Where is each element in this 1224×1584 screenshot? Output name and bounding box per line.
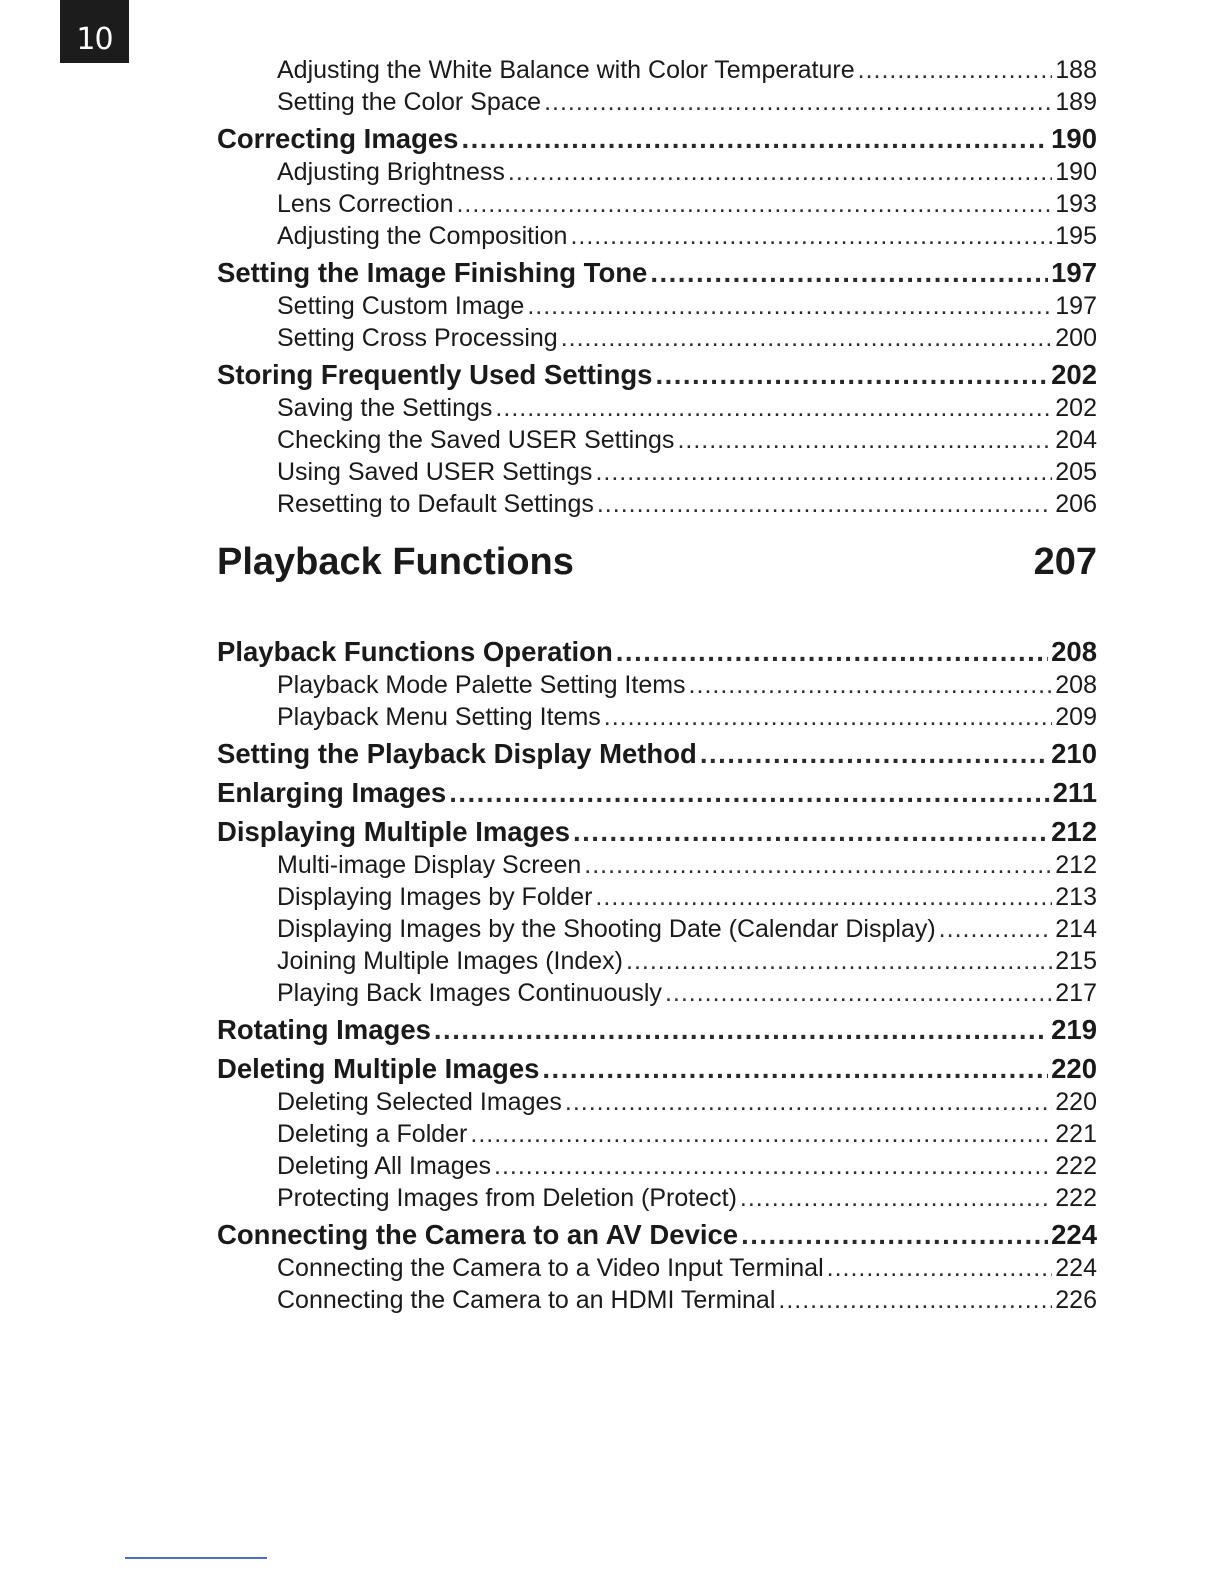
dot-leader [461, 121, 1048, 157]
toc-section-entry[interactable] [217, 736, 1097, 772]
dot-leader [456, 188, 1052, 220]
toc-subsection-entry[interactable] [217, 669, 1097, 701]
toc-subsection-entry[interactable] [217, 290, 1097, 322]
toc-subsection-entry[interactable] [217, 1086, 1097, 1118]
toc-entry-page: 212 [1051, 816, 1097, 847]
toc-entry-page: 205 [1055, 458, 1097, 486]
dot-leader [778, 1284, 1052, 1316]
toc-subsection-entry[interactable] [217, 1118, 1097, 1150]
toc-entry-title: Playback Menu Setting Items [277, 703, 601, 731]
toc-section-entry[interactable] [217, 1012, 1097, 1048]
toc-subsection-entry[interactable] [217, 1182, 1097, 1214]
toc-entry-page: 190 [1051, 123, 1097, 154]
dot-leader [527, 290, 1052, 322]
chapter-heading[interactable] [217, 538, 1097, 586]
dot-leader [544, 86, 1052, 118]
toc-entry-page: 206 [1055, 490, 1097, 518]
toc-entry-title: Resetting to Default Settings [277, 490, 594, 518]
toc-section-entry[interactable] [217, 1217, 1097, 1253]
toc-entry-page: 214 [1055, 915, 1097, 943]
dot-leader [508, 156, 1052, 188]
toc-entry-title: Saving the Settings [277, 394, 493, 422]
toc-subsection-entry[interactable] [217, 1150, 1097, 1182]
toc-entry-title: Adjusting Brightness [277, 158, 505, 186]
toc-entry-title: Multi-image Display Screen [277, 851, 582, 879]
toc-subsection-entry[interactable] [217, 849, 1097, 881]
toc-entry-title: Deleting Multiple Images [217, 1053, 540, 1084]
toc-subsection-entry[interactable] [217, 54, 1097, 86]
dot-leader [700, 736, 1048, 772]
toc-entry-title: Playback Functions Operation [217, 636, 613, 667]
toc-subsection-entry[interactable] [217, 156, 1097, 188]
footer-rule [125, 1557, 267, 1559]
toc-entry-page: 222 [1055, 1184, 1097, 1212]
toc-entry-page: 193 [1055, 190, 1097, 218]
dot-leader [858, 54, 1053, 86]
dot-leader [561, 322, 1053, 354]
dot-leader [677, 424, 1052, 456]
dot-leader [939, 913, 1053, 945]
toc-entry-title: Displaying Multiple Images [217, 816, 570, 847]
toc-entry-page: 224 [1051, 1219, 1097, 1250]
toc-entry-title: Playback Mode Palette Setting Items [277, 671, 686, 699]
toc-entry-page: 190 [1055, 158, 1097, 186]
dot-leader [597, 488, 1052, 520]
dot-leader [565, 1086, 1052, 1118]
toc-entry-page: 208 [1055, 671, 1097, 699]
toc-entry-title: Setting Cross Processing [277, 324, 558, 352]
chapter-page: 207 [1033, 541, 1097, 583]
dot-leader [494, 1150, 1052, 1182]
toc-entry-page: 226 [1055, 1286, 1097, 1314]
toc-entry-page: 212 [1055, 851, 1097, 879]
toc-entry-title: Correcting Images [217, 123, 459, 154]
toc-subsection-entry[interactable] [217, 1284, 1097, 1316]
toc-entry-page: 204 [1055, 426, 1097, 454]
toc-entry-title: Rotating Images [217, 1014, 431, 1045]
toc-entry-page: 210 [1051, 738, 1097, 769]
toc-entry-title: Joining Multiple Images (Index) [277, 947, 623, 975]
toc-entry-title: Using Saved USER Settings [277, 458, 593, 486]
toc-entry-page: 219 [1051, 1014, 1097, 1045]
toc-entry-page: 202 [1055, 394, 1097, 422]
toc-subsection-entry[interactable] [217, 488, 1097, 520]
toc-entry-title: Setting the Image Finishing Tone [217, 257, 648, 288]
toc-entry-page: 189 [1055, 88, 1097, 116]
toc-entry-title: Adjusting the White Balance with Color Temperature [277, 56, 855, 84]
toc-entries-top [217, 54, 1097, 520]
toc-subsection-entry[interactable] [217, 86, 1097, 118]
toc-section-entry[interactable] [217, 634, 1097, 670]
toc-subsection-entry[interactable] [217, 913, 1097, 945]
toc-entry-page: 197 [1055, 292, 1097, 320]
toc-entry-page: 224 [1055, 1254, 1097, 1282]
toc-entry-title: Playing Back Images Continuously [277, 979, 662, 1007]
toc-entry-page: 195 [1055, 222, 1097, 250]
dot-leader [650, 255, 1048, 291]
toc-entry-page: 202 [1051, 359, 1097, 390]
dot-leader [542, 1051, 1048, 1087]
toc-subsection-entry[interactable] [217, 424, 1097, 456]
dot-leader [689, 669, 1053, 701]
toc-subsection-entry[interactable] [217, 220, 1097, 252]
toc-entry-title: Protecting Images from Deletion (Protect) [277, 1184, 737, 1212]
toc-entries-bottom [217, 634, 1097, 1316]
toc-section-entry[interactable] [217, 121, 1097, 157]
toc-subsection-entry[interactable] [217, 945, 1097, 977]
toc-entry-title: Deleting Selected Images [277, 1088, 562, 1116]
dot-leader [655, 357, 1048, 393]
dot-leader [626, 945, 1052, 977]
toc-entry-page: 217 [1055, 979, 1097, 1007]
toc-entry-title: Setting the Color Space [277, 88, 542, 116]
toc-subsection-entry[interactable] [217, 392, 1097, 424]
toc-entry-page: 222 [1055, 1152, 1097, 1180]
toc-entry-page: 215 [1055, 947, 1097, 975]
toc-subsection-entry[interactable] [217, 188, 1097, 220]
toc-entry-title: Connecting the Camera to an HDMI Terminal [277, 1286, 776, 1314]
toc-entry-page: 188 [1055, 56, 1097, 84]
dot-leader [573, 814, 1048, 850]
dot-leader [584, 849, 1052, 881]
toc-subsection-entry[interactable] [217, 322, 1097, 354]
dot-leader [665, 977, 1052, 1009]
dot-leader [434, 1012, 1048, 1048]
toc-entry-page: 213 [1055, 883, 1097, 911]
dot-leader [827, 1252, 1053, 1284]
toc-section-entry[interactable] [217, 814, 1097, 850]
toc-entry-title: Adjusting the Composition [277, 222, 568, 250]
toc-entry-title: Setting Custom Image [277, 292, 525, 320]
page-number-tab [60, 0, 129, 63]
toc-subsection-entry[interactable] [217, 456, 1097, 488]
toc-entry-page: 211 [1052, 777, 1097, 808]
dot-leader [449, 775, 1049, 811]
toc-entry-title: Setting the Playback Display Method [217, 738, 697, 769]
toc-entry-page: 220 [1055, 1088, 1097, 1116]
chapter-title: Playback Functions [217, 541, 574, 583]
toc-entry-title: Checking the Saved USER Settings [277, 426, 675, 454]
toc-entry-page: 220 [1051, 1053, 1097, 1084]
toc-entry-page: 208 [1051, 636, 1097, 667]
toc-entry-title: Deleting a Folder [277, 1120, 468, 1148]
toc-entry-page: 197 [1051, 257, 1097, 288]
toc-entry-title: Enlarging Images [217, 777, 447, 808]
toc-section-entry[interactable] [217, 357, 1097, 393]
toc-section-entry[interactable] [217, 1051, 1097, 1087]
dot-leader [741, 1217, 1048, 1253]
toc-entry-page: 221 [1055, 1120, 1097, 1148]
toc-subsection-entry[interactable] [217, 1252, 1097, 1284]
toc-entry-page: 200 [1055, 324, 1097, 352]
toc-entry-title: Lens Correction [277, 190, 454, 218]
dot-leader [740, 1182, 1052, 1214]
toc-entry-title: Storing Frequently Used Settings [217, 359, 653, 390]
toc-section-entry[interactable] [217, 775, 1097, 811]
dot-leader [595, 456, 1052, 488]
toc-subsection-entry[interactable] [217, 881, 1097, 913]
toc-entry-title: Connecting the Camera to a Video Input Terminal [277, 1254, 824, 1282]
dot-leader [495, 392, 1052, 424]
toc-entry-title: Displaying Images by the Shooting Date (Calendar Display) [277, 915, 936, 943]
toc-subsection-entry[interactable] [217, 701, 1097, 733]
toc-entry-title: Connecting the Camera to an AV Device [217, 1219, 739, 1250]
toc-entry-title: Displaying Images by Folder [277, 883, 593, 911]
dot-leader [616, 634, 1048, 670]
dot-leader [470, 1118, 1052, 1150]
toc-entry-title: Deleting All Images [277, 1152, 492, 1180]
toc-subsection-entry[interactable] [217, 977, 1097, 1009]
toc-entry-page: 209 [1055, 703, 1097, 731]
page-number: 10 [76, 22, 113, 57]
dot-leader [604, 701, 1053, 733]
dot-leader [595, 881, 1052, 913]
dot-leader [570, 220, 1052, 252]
table-of-contents [217, 54, 1097, 1316]
toc-section-entry[interactable] [217, 255, 1097, 291]
